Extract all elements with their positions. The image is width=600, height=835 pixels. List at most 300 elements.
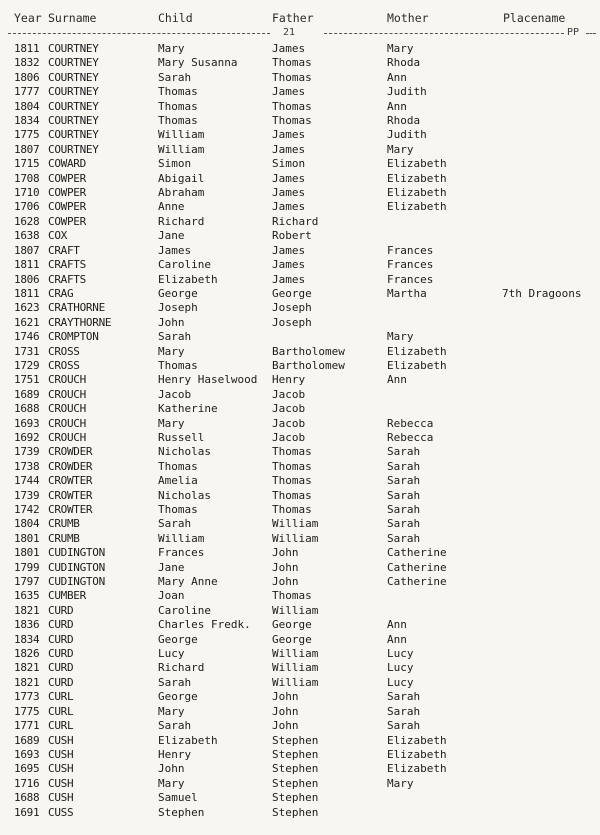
record-surname: COURTNEY [48, 128, 99, 142]
record-year: 1751 [14, 373, 40, 387]
record-surname: CUDINGTON [48, 575, 105, 589]
record-child: Lucy [158, 647, 185, 661]
record-row [0, 56, 600, 70]
record-father: William [272, 603, 319, 617]
record-surname: CROUCH [48, 416, 86, 430]
record-surname: CUSH [48, 791, 74, 805]
record-year: 1739 [14, 445, 40, 459]
record-mother: Rhoda [387, 56, 421, 70]
record-father: Robert [272, 229, 312, 243]
record-child: Mary [158, 704, 185, 718]
record-mother: Sarah [387, 719, 421, 733]
record-father: Richard [272, 214, 319, 228]
record-mother: Elizabeth [387, 733, 447, 747]
record-row [0, 273, 600, 287]
record-year: 1710 [14, 186, 40, 200]
record-mother: Mary [387, 330, 414, 344]
record-year: 1804 [14, 99, 40, 113]
record-row [0, 301, 600, 315]
record-year: 1821 [14, 603, 40, 617]
record-father: Stephen [272, 762, 319, 776]
record-child: Henry [158, 747, 192, 761]
record-row [0, 445, 600, 459]
record-surname: CUSH [48, 733, 74, 747]
record-row [0, 85, 600, 99]
record-year: 1716 [14, 776, 40, 790]
record-child: Sarah [158, 675, 192, 689]
record-row [0, 676, 600, 690]
section-code: PP [567, 27, 580, 38]
record-row [0, 200, 600, 214]
record-child: Nicholas [158, 488, 211, 502]
record-father: Bartholomew [272, 358, 345, 372]
record-year: 1706 [14, 200, 40, 214]
record-surname: CROUCH [48, 402, 86, 416]
record-father: James [272, 200, 306, 214]
record-row [0, 633, 600, 647]
record-surname: CURL [48, 704, 74, 718]
record-child: Thomas [158, 99, 198, 113]
record-father: Thomas [272, 474, 312, 488]
record-mother: Catherine [387, 575, 447, 589]
record-row [0, 100, 600, 114]
record-year: 1731 [14, 344, 40, 358]
record-row [0, 806, 600, 820]
record-row [0, 114, 600, 128]
record-child: Anne [158, 200, 185, 214]
record-child: Sarah [158, 517, 192, 531]
record-father: James [272, 186, 306, 200]
record-mother: Judith [387, 85, 427, 99]
record-father: Thomas [272, 488, 312, 502]
record-surname: CURD [48, 632, 74, 646]
record-father: William [272, 531, 319, 545]
record-row [0, 517, 600, 531]
record-mother: Sarah [387, 503, 421, 516]
record-surname: COX [48, 229, 67, 243]
record-mother: Lucy [387, 647, 414, 661]
record-year: 1715 [14, 157, 40, 171]
record-mother: Lucy [387, 675, 414, 689]
record-surname: CRAG [48, 286, 74, 300]
record-row [0, 431, 600, 445]
record-year: 1738 [14, 459, 40, 473]
record-row [0, 532, 600, 546]
record-surname: CROUCH [48, 387, 86, 401]
record-mother: Sarah [387, 517, 421, 531]
record-child: George [158, 286, 198, 300]
record-child: George [158, 690, 198, 704]
record-mother: Rebecca [387, 430, 434, 444]
record-year: 1744 [14, 474, 40, 488]
record-year: 1775 [14, 704, 40, 718]
record-year: 1821 [14, 661, 40, 675]
record-mother: Rhoda [387, 114, 421, 128]
record-mother: Rebecca [387, 416, 434, 430]
record-row [0, 647, 600, 661]
record-child: Thomas [158, 358, 198, 372]
record-year: 1811 [14, 258, 40, 272]
record-child: Frances [158, 546, 205, 560]
header-father: Father [272, 11, 314, 25]
record-surname: CROSS [48, 344, 80, 358]
record-surname: CURD [48, 675, 74, 689]
record-child: Mary [158, 42, 185, 55]
record-father: Stephen [272, 805, 319, 819]
record-surname: CUDINGTON [48, 546, 105, 560]
record-row [0, 474, 600, 488]
page-divider [0, 27, 600, 39]
record-year: 1799 [14, 560, 40, 574]
record-father: George [272, 618, 312, 632]
record-child: Mary Susanna [158, 56, 238, 70]
record-year: 1773 [14, 690, 40, 704]
record-mother: Elizabeth [387, 171, 447, 185]
divider-line-end [586, 33, 596, 34]
record-mother: Elizabeth [387, 186, 447, 200]
record-year: 1775 [14, 128, 40, 142]
record-child: Amelia [158, 474, 198, 488]
record-row [0, 503, 600, 517]
record-father: Thomas [272, 503, 312, 516]
record-row [0, 661, 600, 675]
record-father: Thomas [272, 56, 312, 70]
record-mother: Catherine [387, 560, 447, 574]
record-mother: Catherine [387, 546, 447, 560]
record-surname: CRATHORNE [48, 301, 105, 315]
record-child: Stephen [158, 805, 205, 819]
record-father: George [272, 286, 312, 300]
record-child: George [158, 632, 198, 646]
record-child: William [158, 128, 205, 142]
record-child: Joan [158, 589, 185, 603]
record-year: 1821 [14, 675, 40, 689]
record-child: Mary Anne [158, 575, 218, 589]
record-father: Bartholomew [272, 344, 345, 358]
record-row [0, 719, 600, 733]
record-child: Elizabeth [158, 272, 218, 286]
record-child: Mary [158, 416, 185, 430]
record-father: Thomas [272, 114, 312, 128]
record-mother: Frances [387, 272, 434, 286]
record-father: Jacob [272, 402, 306, 416]
record-father: Stephen [272, 776, 319, 790]
record-child: Henry Haselwood [158, 373, 258, 387]
record-year: 1811 [14, 42, 40, 55]
record-father: James [272, 171, 306, 185]
record-father: James [272, 42, 306, 55]
record-row [0, 388, 600, 402]
record-child: Simon [158, 157, 192, 171]
record-year: 1688 [14, 402, 40, 416]
record-surname: CROUCH [48, 373, 86, 387]
record-surname: CRUMB [48, 517, 80, 531]
record-row [0, 604, 600, 618]
record-surname: CROWTER [48, 474, 93, 488]
record-father: James [272, 85, 306, 99]
record-row [0, 402, 600, 416]
record-row [0, 762, 600, 776]
record-surname: COURTNEY [48, 85, 99, 99]
record-father: James [272, 272, 306, 286]
record-row [0, 143, 600, 157]
record-year: 1689 [14, 733, 40, 747]
record-father: John [272, 690, 299, 704]
record-father: James [272, 128, 306, 142]
record-surname: CUDINGTON [48, 560, 105, 574]
record-row [0, 561, 600, 575]
record-child: Abraham [158, 186, 205, 200]
record-year: 1635 [14, 589, 40, 603]
record-child: Caroline [158, 603, 211, 617]
record-row [0, 229, 600, 243]
record-surname: CURL [48, 719, 74, 733]
record-row [0, 345, 600, 359]
record-mother: Judith [387, 128, 427, 142]
record-child: Richard [158, 214, 205, 228]
record-surname: CROWTER [48, 488, 93, 502]
record-row [0, 172, 600, 186]
record-father: John [272, 560, 299, 574]
record-surname: CUMBER [48, 589, 86, 603]
record-year: 1771 [14, 719, 40, 733]
record-row [0, 258, 600, 272]
header-placename: Placename [503, 11, 566, 25]
record-father: William [272, 647, 319, 661]
record-surname: CROMPTON [48, 330, 99, 344]
record-year: 1689 [14, 387, 40, 401]
record-year: 1621 [14, 315, 40, 329]
record-year: 1693 [14, 747, 40, 761]
record-child: Katherine [158, 402, 218, 416]
record-mother: Sarah [387, 531, 421, 545]
record-mother: Elizabeth [387, 344, 447, 358]
record-child: William [158, 531, 205, 545]
record-row [0, 330, 600, 344]
record-father: William [272, 661, 319, 675]
record-year: 1691 [14, 805, 40, 819]
record-child: Jane [158, 229, 185, 243]
record-year: 1806 [14, 272, 40, 286]
record-mother: Sarah [387, 474, 421, 488]
record-year: 1832 [14, 56, 40, 70]
record-mother: Ann [387, 70, 407, 84]
record-row [0, 373, 600, 387]
record-row [0, 71, 600, 85]
record-year: 1692 [14, 430, 40, 444]
record-year: 1777 [14, 85, 40, 99]
record-year: 1811 [14, 286, 40, 300]
record-father: Simon [272, 157, 306, 171]
record-mother: Sarah [387, 704, 421, 718]
page-number: 21 [283, 27, 296, 38]
record-year: 1797 [14, 575, 40, 589]
record-mother: Sarah [387, 690, 421, 704]
record-mother: Sarah [387, 488, 421, 502]
record-row [0, 777, 600, 791]
record-year: 1826 [14, 647, 40, 661]
record-father: Thomas [272, 589, 312, 603]
record-placename: 7th Dragoons [502, 286, 582, 300]
record-father: Henry [272, 373, 306, 387]
record-surname: COWPER [48, 186, 86, 200]
record-surname: COWPER [48, 171, 86, 185]
record-mother: Elizabeth [387, 200, 447, 214]
record-surname: COURTNEY [48, 70, 99, 84]
record-mother: Elizabeth [387, 747, 447, 761]
divider-line-left [8, 33, 270, 34]
record-child: Samuel [158, 791, 198, 805]
record-row [0, 734, 600, 748]
record-mother: Lucy [387, 661, 414, 675]
record-surname: CUSH [48, 762, 74, 776]
record-father: John [272, 575, 299, 589]
record-father: Stephen [272, 791, 319, 805]
record-child: Russell [158, 430, 205, 444]
record-year: 1638 [14, 229, 40, 243]
record-year: 1807 [14, 243, 40, 257]
record-surname: CURD [48, 647, 74, 661]
record-row [0, 157, 600, 171]
record-row [0, 316, 600, 330]
record-mother: Sarah [387, 459, 421, 473]
record-surname: CRAFT [48, 243, 80, 257]
record-surname: CROWDER [48, 459, 93, 473]
record-father: James [272, 243, 306, 257]
record-child: Thomas [158, 503, 198, 516]
record-child: Joseph [158, 301, 198, 315]
record-year: 1807 [14, 142, 40, 156]
record-child: Jacob [158, 387, 192, 401]
record-child: James [158, 243, 192, 257]
record-child: Thomas [158, 85, 198, 99]
record-father: Thomas [272, 70, 312, 84]
record-row [0, 215, 600, 229]
record-row [0, 589, 600, 603]
record-father: William [272, 675, 319, 689]
record-row [0, 128, 600, 142]
record-row [0, 244, 600, 258]
record-surname: CRAFTS [48, 272, 86, 286]
record-year: 1688 [14, 791, 40, 805]
record-mother: Frances [387, 243, 434, 257]
header-child: Child [158, 11, 193, 25]
record-year: 1836 [14, 618, 40, 632]
record-father: Jacob [272, 430, 306, 444]
record-child: Nicholas [158, 445, 211, 459]
record-father: James [272, 258, 306, 272]
record-surname: COWARD [48, 157, 86, 171]
record-surname: COURTNEY [48, 56, 99, 70]
record-surname: CUSS [48, 805, 74, 819]
record-mother: Elizabeth [387, 762, 447, 776]
record-child: Elizabeth [158, 733, 218, 747]
column-header-row [0, 11, 600, 27]
record-child: John [158, 762, 185, 776]
record-child: William [158, 142, 205, 156]
record-row [0, 748, 600, 762]
record-child: John [158, 315, 185, 329]
record-child: Abigail [158, 171, 205, 185]
record-child: Richard [158, 661, 205, 675]
record-surname: CRAFTS [48, 258, 86, 272]
record-surname: CUSH [48, 776, 74, 790]
record-mother: Mary [387, 776, 414, 790]
record-surname: CURD [48, 661, 74, 675]
record-child: Jane [158, 560, 185, 574]
record-surname: CROWTER [48, 503, 93, 516]
record-mother: Mary [387, 142, 414, 156]
record-father: Jacob [272, 416, 306, 430]
record-child: Sarah [158, 330, 192, 344]
header-mother: Mother [387, 11, 429, 25]
record-child: Charles Fredk. [158, 618, 251, 632]
record-row [0, 489, 600, 503]
record-child: Thomas [158, 114, 198, 128]
record-year: 1623 [14, 301, 40, 315]
record-surname: CURD [48, 603, 74, 617]
record-surname: CURL [48, 690, 74, 704]
record-mother: Sarah [387, 445, 421, 459]
record-row [0, 417, 600, 431]
record-father: Stephen [272, 747, 319, 761]
record-child: Caroline [158, 258, 211, 272]
record-surname: COWPER [48, 200, 86, 214]
record-surname: COWPER [48, 214, 86, 228]
record-row [0, 690, 600, 704]
record-mother: Ann [387, 99, 407, 113]
record-mother: Mary [387, 42, 414, 55]
header-surname: Surname [48, 11, 97, 25]
record-year: 1708 [14, 171, 40, 185]
record-child: Thomas [158, 459, 198, 473]
record-year: 1729 [14, 358, 40, 372]
record-father: William [272, 517, 319, 531]
header-year: Year [14, 11, 42, 25]
record-mother: Ann [387, 618, 407, 632]
record-year: 1739 [14, 488, 40, 502]
records-list [0, 42, 600, 820]
record-father: James [272, 142, 306, 156]
record-row [0, 186, 600, 200]
record-mother: Elizabeth [387, 157, 447, 171]
record-row [0, 359, 600, 373]
record-row [0, 705, 600, 719]
record-surname: CROUCH [48, 430, 86, 444]
record-father: Thomas [272, 459, 312, 473]
record-father: John [272, 704, 299, 718]
divider-line-right [324, 33, 564, 34]
record-mother: Ann [387, 632, 407, 646]
record-year: 1834 [14, 114, 40, 128]
record-year: 1804 [14, 517, 40, 531]
record-father: John [272, 546, 299, 560]
record-surname: COURTNEY [48, 114, 99, 128]
record-mother: Elizabeth [387, 358, 447, 372]
record-mother: Martha [387, 286, 427, 300]
record-mother: Frances [387, 258, 434, 272]
record-year: 1695 [14, 762, 40, 776]
record-year: 1693 [14, 416, 40, 430]
record-child: Sarah [158, 719, 192, 733]
record-surname: CROWDER [48, 445, 93, 459]
record-surname: COURTNEY [48, 142, 99, 156]
record-father: Thomas [272, 445, 312, 459]
record-year: 1628 [14, 214, 40, 228]
record-row [0, 546, 600, 560]
record-child: Mary [158, 776, 185, 790]
record-row [0, 618, 600, 632]
